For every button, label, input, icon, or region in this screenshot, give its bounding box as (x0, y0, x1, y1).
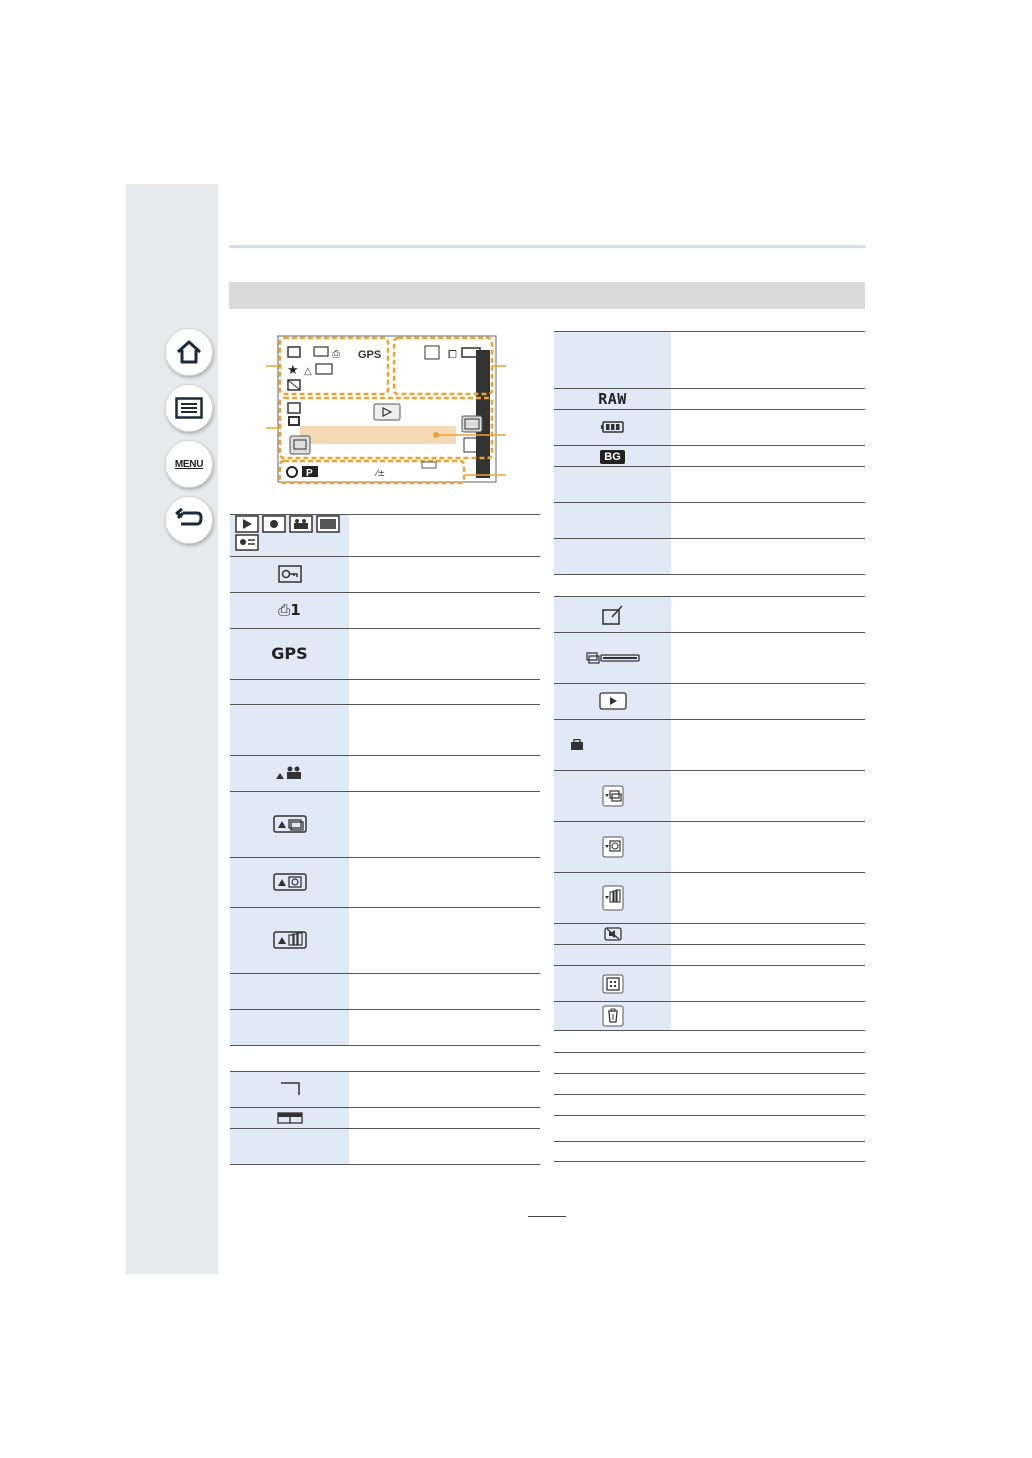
home-button[interactable] (165, 328, 213, 376)
table-row (230, 792, 540, 858)
table-row (554, 771, 865, 822)
table-row (230, 593, 540, 629)
motion-picture-group-icon (230, 756, 349, 792)
table-row (554, 467, 865, 503)
table-row (554, 945, 865, 966)
table-row (554, 1142, 865, 1162)
table-row (554, 966, 865, 1002)
information-bar-icon (554, 633, 671, 684)
burst-group-icon (230, 792, 349, 858)
table-row (554, 684, 865, 720)
menu-label: MENU (174, 458, 204, 470)
table-row (554, 924, 865, 945)
svg-text:⧠: ⧠ (448, 348, 457, 361)
right-icon-table (554, 331, 865, 1162)
table-row (230, 705, 540, 756)
left-icon-table (230, 514, 540, 1165)
interval-group-icon (230, 858, 349, 908)
table-row (554, 873, 865, 924)
playback-screen-diagram (236, 330, 516, 490)
svg-text:△: △ (304, 366, 312, 377)
table-row (230, 557, 540, 593)
gps-label: GPS (271, 644, 308, 663)
svg-text:⁄±: ⁄± (376, 469, 386, 479)
table-row (230, 858, 540, 908)
table-row (230, 1108, 540, 1129)
table-row (230, 1010, 540, 1046)
split-frame-icon (230, 1108, 349, 1129)
stop-motion-playback-icon (554, 873, 671, 924)
bag-icon (554, 720, 671, 771)
svg-text:GPS: GPS (358, 349, 382, 361)
table-row (554, 1053, 865, 1074)
delete-icon (554, 1002, 671, 1031)
list-icon (175, 397, 203, 419)
table-row (554, 720, 865, 771)
svg-text:P: P (306, 468, 313, 479)
table-row (230, 629, 540, 680)
home-icon (175, 339, 203, 365)
table-row (554, 1074, 865, 1095)
print-count-label: 1 (290, 601, 301, 619)
contents-button[interactable] (165, 384, 213, 432)
table-row (554, 332, 865, 389)
battery-icon (554, 410, 671, 446)
table-row (230, 974, 540, 1010)
playback-mode-icons (230, 515, 349, 557)
table-row (230, 1129, 540, 1165)
table-row (554, 822, 865, 873)
focus-area-icon (554, 966, 671, 1002)
return-icon (175, 508, 203, 532)
protected-icon (230, 557, 349, 593)
table-row (230, 756, 540, 792)
stop-motion-group-icon (230, 908, 349, 974)
section-header-bar (229, 282, 865, 309)
menu-button[interactable] (165, 440, 213, 488)
table-row (554, 1095, 865, 1116)
back-button[interactable] (165, 496, 213, 544)
table-row (554, 633, 865, 684)
table-row (554, 389, 865, 410)
table-row (230, 515, 540, 557)
table-row (554, 410, 865, 446)
raw-label: RAW (598, 389, 627, 408)
table-row (554, 539, 865, 575)
silent-icon (554, 924, 671, 945)
table-row (554, 1031, 865, 1053)
table-row (554, 597, 865, 633)
table-row (230, 680, 540, 705)
table-row (554, 1002, 865, 1031)
single-frame-icon (230, 1072, 349, 1108)
burst-playback-icon (554, 771, 671, 822)
table-row (230, 1072, 540, 1108)
edited-image-icon (554, 597, 671, 633)
bg-badge: BG (600, 450, 625, 464)
print-count-icon: ⎙1 (230, 593, 349, 629)
table-row (554, 446, 865, 467)
svg-text:★: ★ (287, 363, 299, 378)
page-number-underline (528, 1216, 566, 1217)
table-row (554, 1116, 865, 1142)
table-row (230, 908, 540, 974)
play-button-icon (554, 684, 671, 720)
header-rule (229, 245, 865, 248)
interval-playback-icon (554, 822, 671, 873)
table-row (554, 575, 865, 597)
svg-text:⎙: ⎙ (332, 349, 340, 360)
table-row (554, 503, 865, 539)
table-row (230, 1046, 540, 1072)
